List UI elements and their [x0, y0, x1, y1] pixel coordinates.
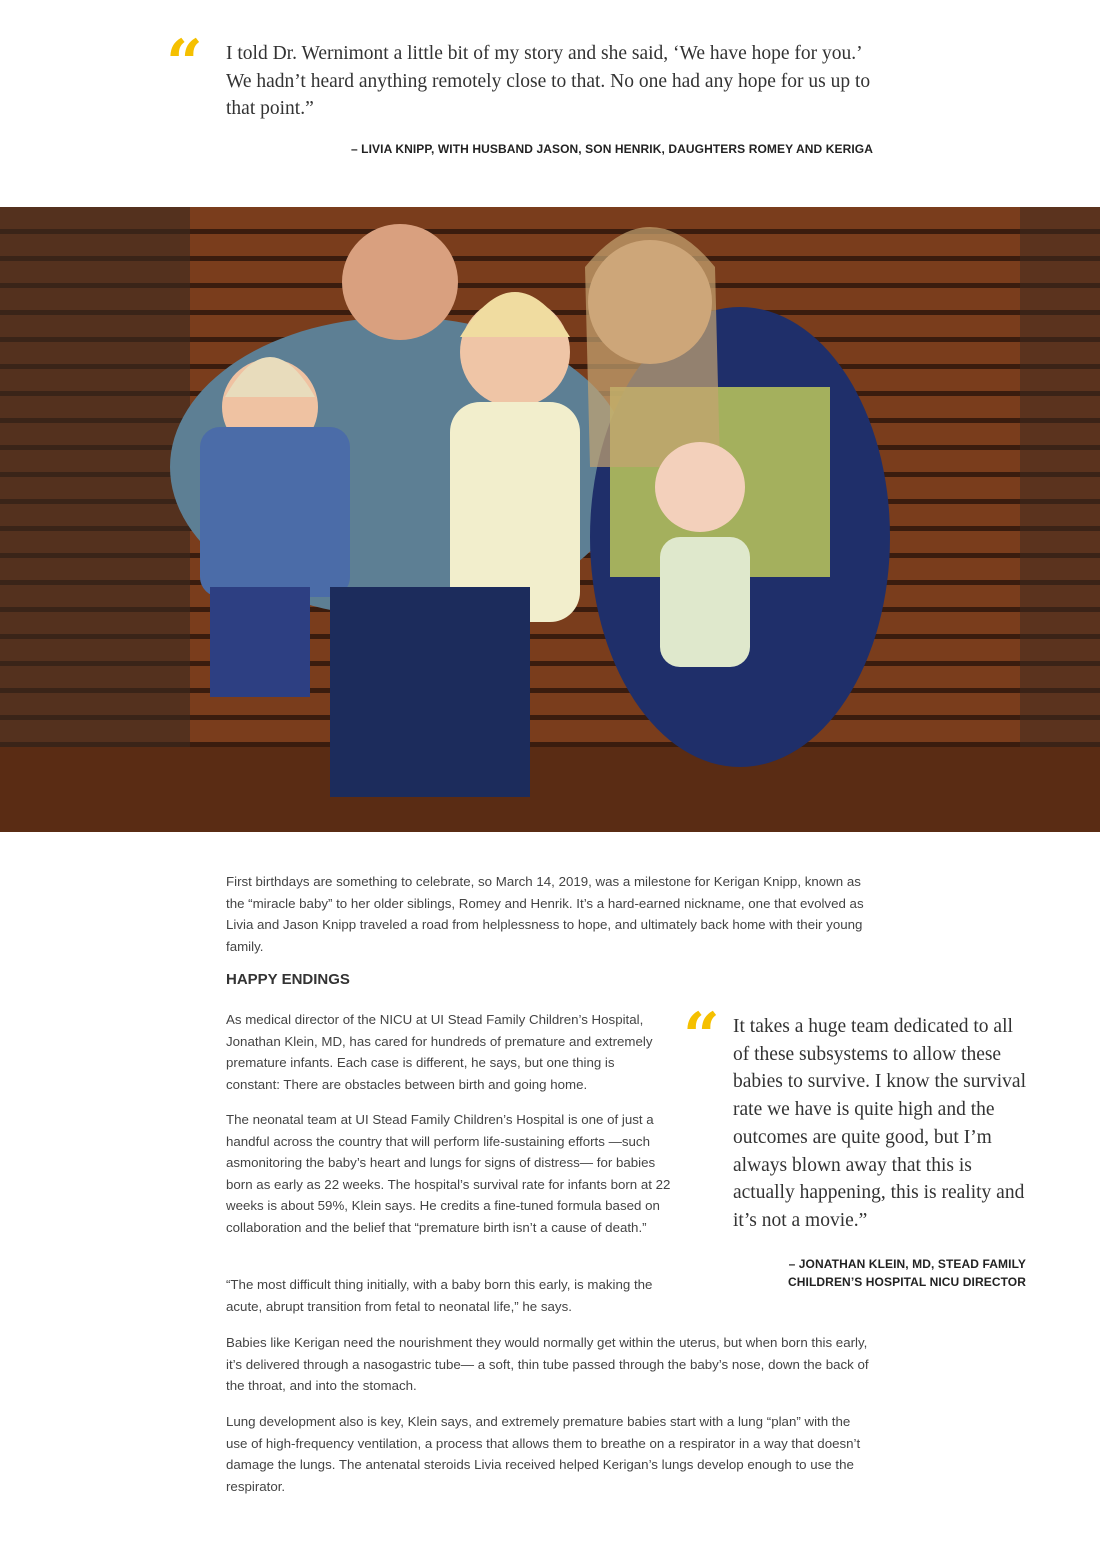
quote-attribution-side: [726, 1255, 1026, 1291]
attribution-line: CHILDREN’S HOSPITAL NICU DIRECTOR: [788, 1275, 1026, 1289]
quote-mark-icon: “: [683, 999, 720, 1074]
attribution-line: – JONATHAN KLEIN, MD, STEAD FAMILY: [788, 1257, 1026, 1271]
body-paragraph: As medical director of the NICU at UI Stead Family Children’s Hospital, Jonathan Klein, MD, has cared for hundreds of premature and extremely premature infants. Each case is different, he says, but one thing is constant: There are obstacles between birth and going home.: [226, 1012, 653, 1092]
body-paragraph: “The most difficult thing initially, with a baby born this early, is making the acute, abrupt transition from fetal to neonatal life,” he says.: [226, 1277, 653, 1314]
pull-quote-top: I told Dr. Wernimont a little bit of my story and she said, ‘We have hope for you.’ We hadn’t heard anything remotely close to that. No one had any hope for us up to that point.”: [226, 43, 871, 120]
intro-paragraph: First birthdays are something to celebrate, so March 14, 2019, was a milestone for Kerigan Knipp, known as the “miracle baby” to her older siblings, Romey and Henrik. It’s a hard-earned nickname, one that evolved as Livia and Jason Knipp traveled a road from helplessness to hope, and ultimately back home with their young family.: [226, 874, 864, 954]
family-photo: [0, 207, 1100, 832]
body-paragraph: Babies like Kerigan need the nourishment they would normally get within the uterus, but when born this early, it’s delivered through a nasogastric tube— a soft, thin tube passed through the baby’s nose, down the back of the throat, and into the stomach.: [226, 1335, 869, 1393]
quote-attribution-top: – LIVIA KNIPP, WITH HUSBAND JASON, SON HENRIK, DAUGHTERS ROMEY AND KERIGA: [350, 142, 873, 156]
section-heading: HAPPY ENDINGS: [226, 971, 350, 988]
pull-quote-side: It takes a huge team dedicated to all of these subsystems to allow these babies to survive. I know the survival rate we have is quite high and the outcomes are quite good, but I’m always blown away that this is actually happening, this is reality and it’s not a movie.”: [733, 1016, 1026, 1231]
body-paragraph: The neonatal team at UI Stead Family Children’s Hospital is one of just a handful across the country that will perform life-sustaining efforts —such asmonitoring the baby’s heart and lungs for signs of distress— for babies born as early as 22 weeks. The hospital’s survival rate for infants born at 22 weeks is about 59%, Klein says. He credits a fine-tuned formula based on collaboration and the belief that “premature birth isn’t a cause of death.”: [226, 1112, 671, 1235]
family-photo-illustration: [0, 207, 1100, 832]
quote-mark-icon: “: [166, 26, 203, 101]
body-paragraph: Lung development also is key, Klein says, and extremely premature babies start with a lung “plan” with the use of high-frequency ventilation, a process that allows them to breathe on a respirator in a way that doesn’t damage the lungs. The antenatal steroids Livia received helped Kerigan’s lungs develop enough to use the respirator.: [226, 1414, 861, 1494]
